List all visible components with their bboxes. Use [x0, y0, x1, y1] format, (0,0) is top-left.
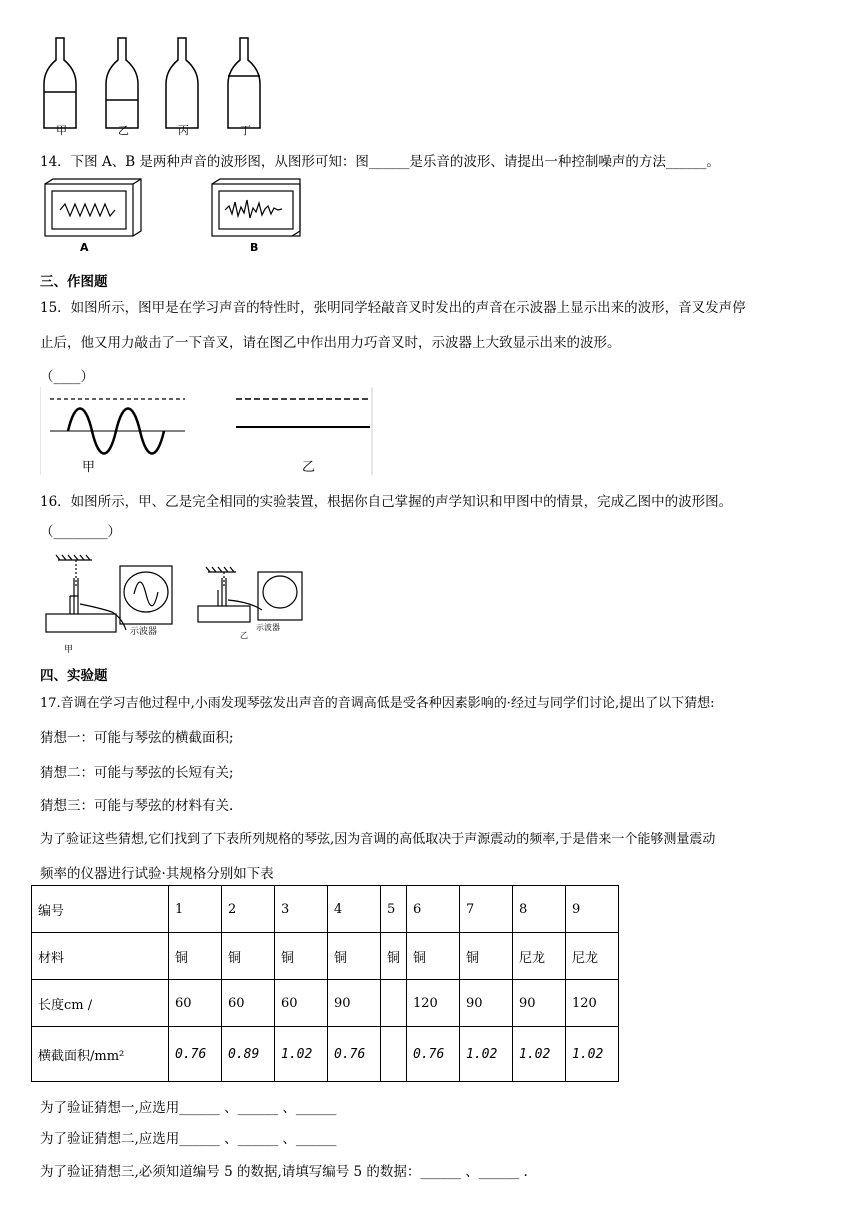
table-cell: 9: [566, 886, 619, 933]
question-16-answer: （________）: [40, 524, 121, 540]
table-cell: 1.02: [460, 1027, 513, 1082]
table-cell: 0.76: [169, 1027, 222, 1082]
bottle-label-jia: 甲: [56, 124, 67, 137]
table-cell: 120: [566, 980, 619, 1027]
table-cell: 铜: [275, 933, 328, 980]
oscilloscope-label-jia: 示波器: [130, 627, 158, 637]
question-14: 14．下图 A、B 是两种声音的波形图，从图形可知：图______是乐音的波形、请提出一种控制噪声的方法______。: [40, 154, 720, 170]
bottle-label-yi: 乙: [118, 124, 129, 137]
table-cell: 3: [275, 886, 328, 933]
table-cell: 1.02: [513, 1027, 566, 1082]
table-cell: 8: [513, 886, 566, 933]
table-cell: 铜: [328, 933, 381, 980]
section-4-title: 四、实验题: [40, 668, 108, 684]
wave-label-b: B: [250, 241, 259, 254]
ask-guess-3: 为了验证猜想三,必须知道编号 5 的数据,请填写编号 5 的数据：______ 、______ .: [40, 1164, 528, 1180]
table-row: [32, 886, 619, 933]
question-17-para2: 频率的仪器进行试验·其规格分别如下表: [40, 866, 274, 882]
string-spec-table: [31, 885, 619, 1082]
table-cell: 铜: [460, 933, 513, 980]
guess-2: 猜想二：可能与琴弦的长短有关;: [40, 765, 234, 781]
waveform-boxes-figure: [40, 178, 310, 240]
table-cell: 90: [460, 980, 513, 1027]
table-cell: [381, 980, 407, 1027]
table-cell: 1: [169, 886, 222, 933]
question-17-intro: 17.音调在学习吉他过程中,小雨发现琴弦发出声音的音调高低是受各种因素影响的·经过与同学们讨论,提出了以下猜想:: [40, 696, 715, 711]
table-cell: 铜: [407, 933, 460, 980]
section-3-title: 三、作图题: [40, 274, 108, 290]
question-15-line1: 15．如图所示，图甲是在学习声音的特性时，张明同学轻敲音叉时发出的声音在示波器上显示出来的波形，音叉发声停: [40, 300, 746, 316]
table-row: [32, 980, 619, 1027]
tuning-fork-setup-figure: [40, 548, 310, 658]
ask-guess-2: 为了验证猜想二,应选用______ 、______ 、______: [40, 1131, 337, 1147]
bottle-label-ding: 丁: [240, 124, 251, 137]
table-cell: 120: [407, 980, 460, 1027]
table-cell: 6: [407, 886, 460, 933]
setup-label-yi: 乙: [240, 631, 248, 640]
table-cell: 0.89: [222, 1027, 275, 1082]
table-cell: 尼龙: [513, 933, 566, 980]
table-cell: 2: [222, 886, 275, 933]
table-cell: 0.76: [328, 1027, 381, 1082]
oscilloscope-label-yi: 示波器: [256, 623, 280, 632]
table-cell: 4: [328, 886, 381, 933]
table-cell: 60: [169, 980, 222, 1027]
wave-label-a: A: [80, 241, 89, 254]
guess-3: 猜想三：可能与琴弦的材料有关.: [40, 798, 234, 814]
table-cell: [381, 1027, 407, 1082]
wave-label-yi: 乙: [302, 460, 316, 475]
guess-1: 猜想一：可能与琴弦的横截面积;: [40, 730, 234, 746]
table-cell: 铜: [381, 933, 407, 980]
table-cell: 5: [381, 886, 407, 933]
question-15-line2: 止后，他又用力敲击了一下音叉，请在图乙中作出用力巧音叉时，示波器上大致显示出来的波形。: [40, 335, 621, 351]
table-cell: 1.02: [275, 1027, 328, 1082]
wave-label-jia: 甲: [82, 460, 96, 475]
table-row: [32, 933, 619, 980]
table-cell: 0.76: [407, 1027, 460, 1082]
table-cell: 7: [460, 886, 513, 933]
question-17-para1: 为了验证这些猜想,它们找到了下表所列规格的琴弦,因为音调的高低取决于声源震动的频率,于是借来一个能够测量震动: [40, 832, 716, 847]
setup-label-jia: 甲: [64, 645, 74, 655]
table-cell: 长度cm /: [32, 980, 169, 1027]
question-15-answer: （____）: [40, 369, 94, 385]
table-cell: 1.02: [566, 1027, 619, 1082]
table-cell: 铜: [169, 933, 222, 980]
table-cell: 铜: [222, 933, 275, 980]
question-16: 16．如图所示，甲、乙是完全相同的实验装置，根据你自己掌握的声学知识和甲图中的情景，完成乙图中的波形图。: [40, 494, 733, 510]
table-cell: 60: [275, 980, 328, 1027]
table-cell: 编号: [32, 886, 169, 933]
ask-guess-1: 为了验证猜想一,应选用______ 、______ 、______: [40, 1100, 337, 1116]
table-cell: 90: [513, 980, 566, 1027]
table-cell: 60: [222, 980, 275, 1027]
table-row: [32, 1027, 619, 1082]
table-cell: 材料: [32, 933, 169, 980]
bottle-label-bing: 丙: [178, 124, 189, 137]
table-cell: 90: [328, 980, 381, 1027]
table-cell: 尼龙: [566, 933, 619, 980]
table-cell: 横截面积/mm²: [32, 1027, 169, 1082]
